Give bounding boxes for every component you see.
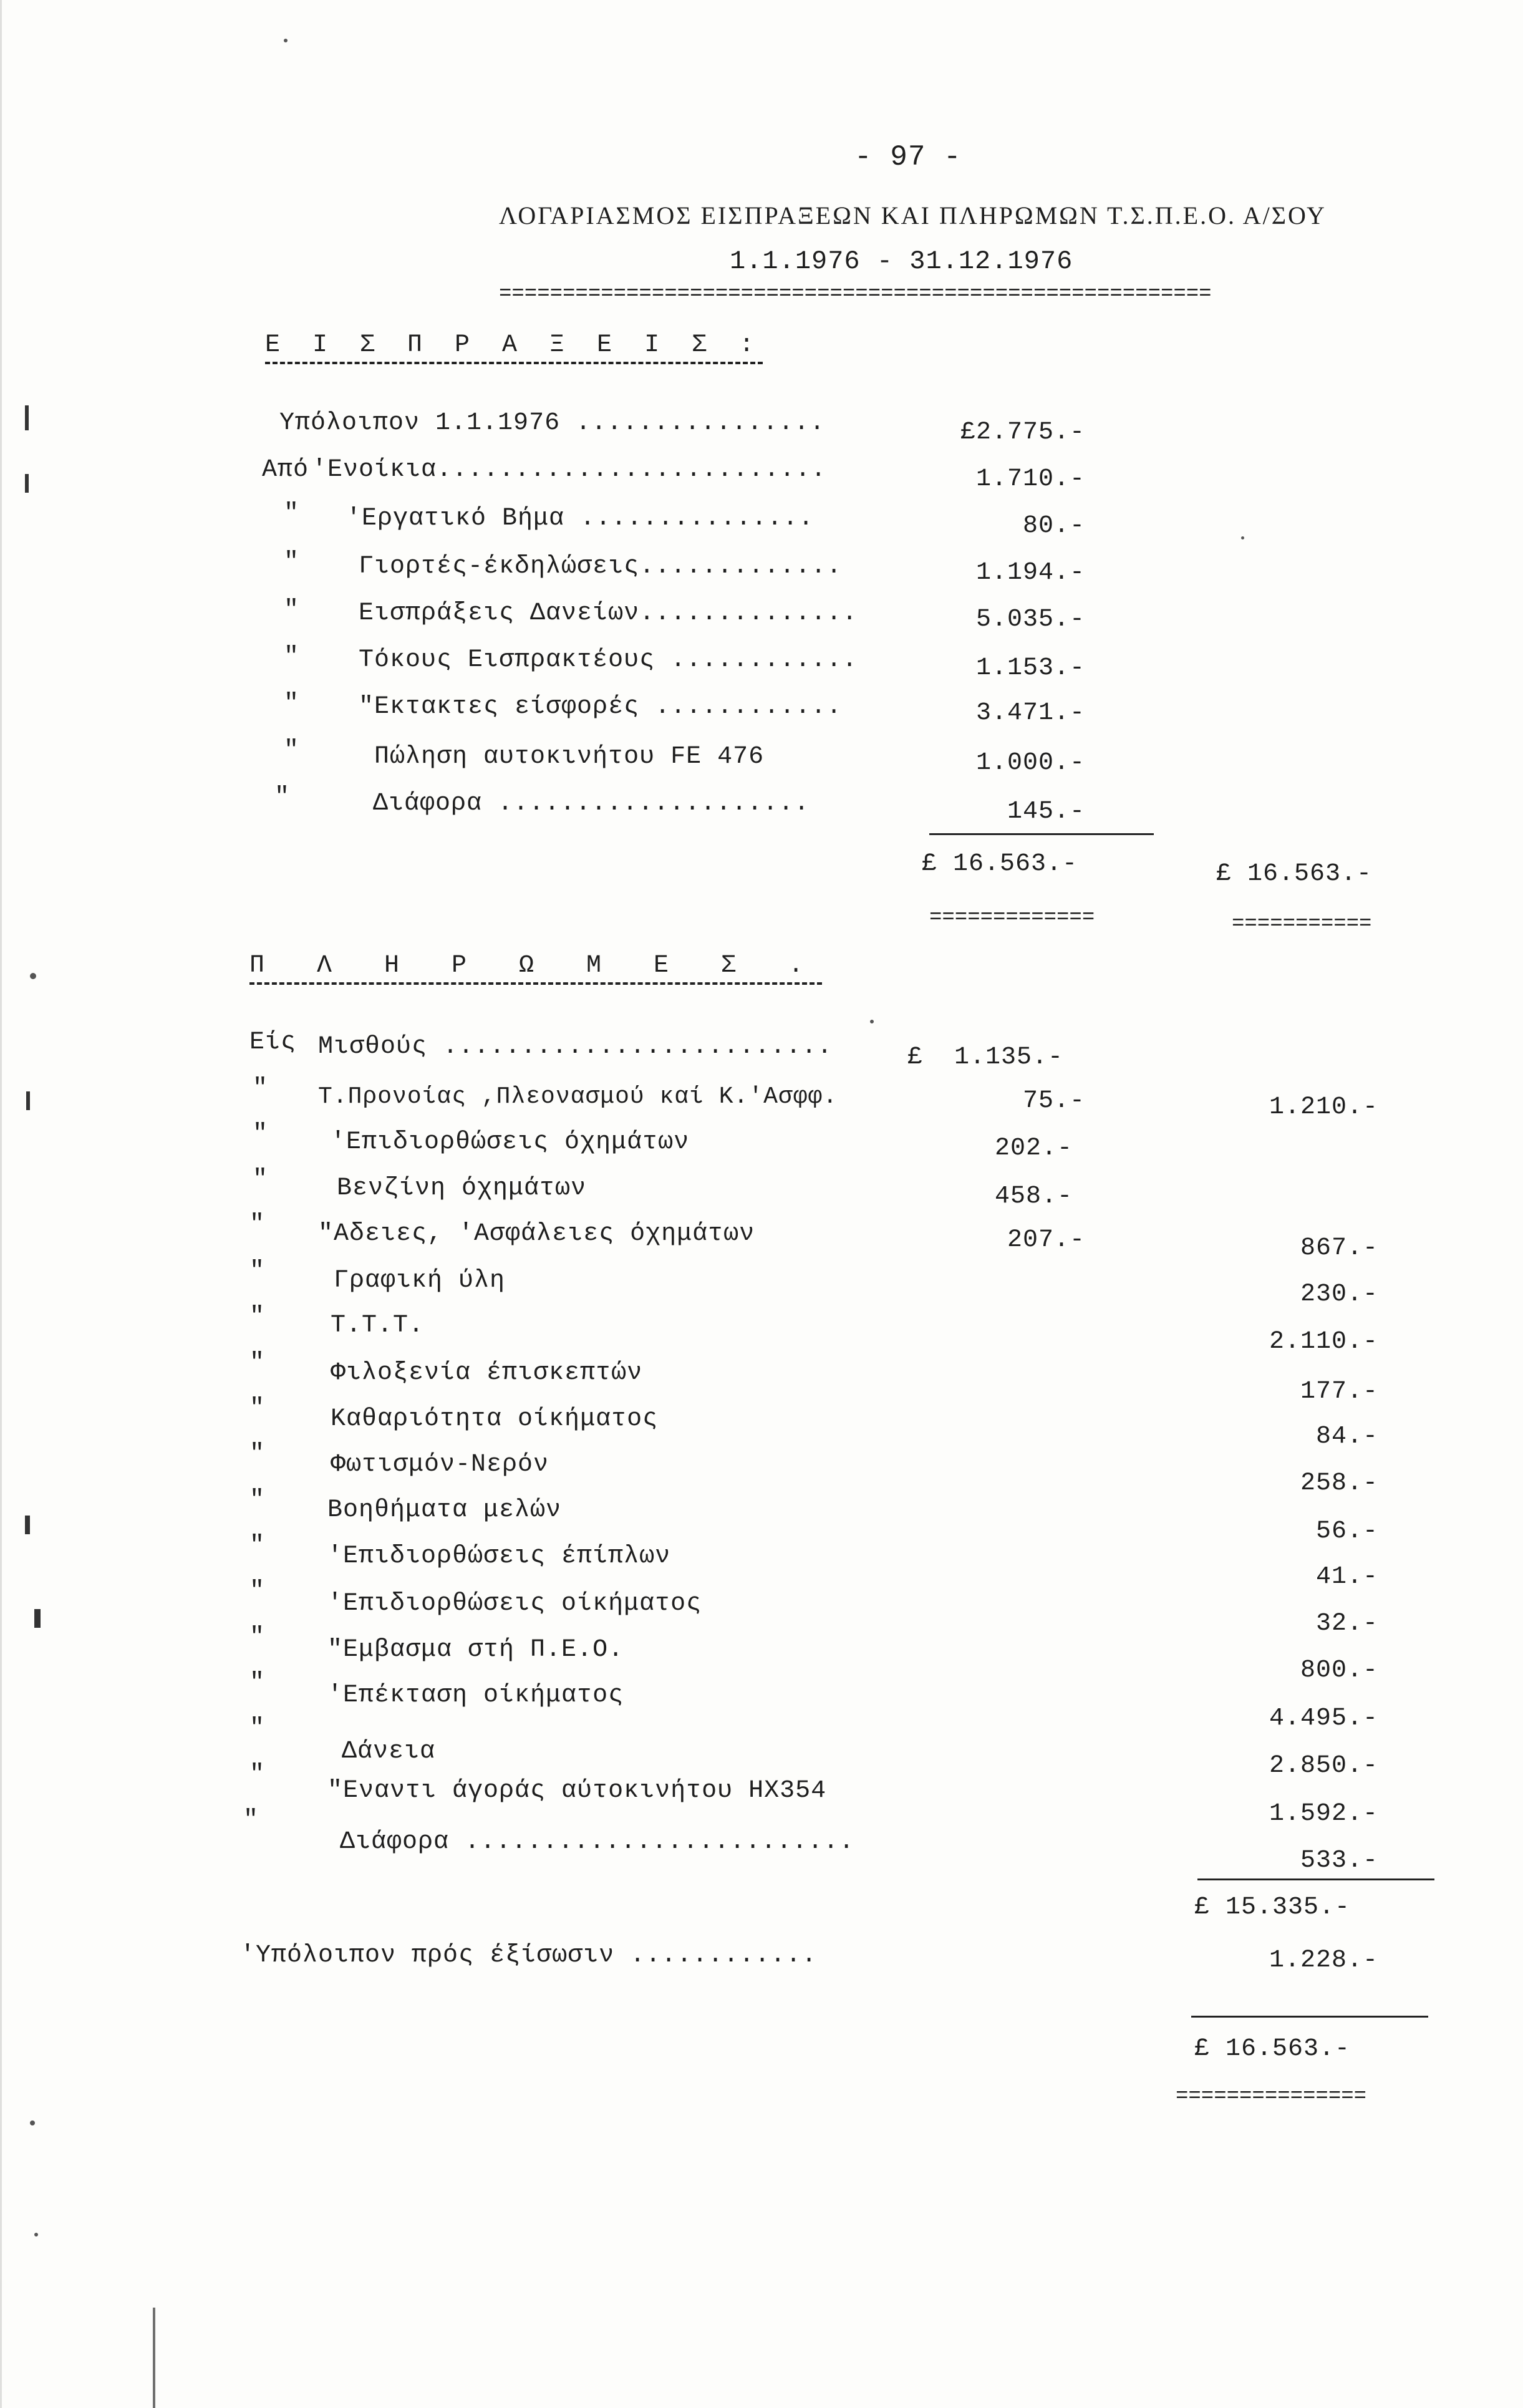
grand-total-line [1191, 2016, 1428, 2018]
receipt-amount: 3.471.- [975, 699, 1085, 727]
receipt-prefix: " [284, 737, 300, 765]
payment-prefix: " [249, 1486, 266, 1514]
payment-label: "Εναντι άγοράς αύτοκινήτου ΗΧ354 [327, 1777, 827, 1805]
payments-heading: Π Λ Η Ρ Ω Μ Ε Σ . [249, 951, 822, 985]
payment-label: Καθαριότητα οίκήματος [331, 1405, 659, 1433]
payment-label: Γραφική ύλη [334, 1267, 506, 1295]
payment-label: Διάφορα ......................... [340, 1828, 855, 1856]
payment-label: Βενζίνη όχημάτων [337, 1174, 587, 1202]
payment-label: Φιλοξενία έπισκεπτών [331, 1359, 643, 1387]
payment-label: 'Επιδιορθώσεις όχημάτων [331, 1128, 690, 1156]
left-margin-tick [26, 1091, 30, 1110]
receipt-prefix: " [284, 643, 300, 671]
scan-speck [30, 973, 36, 979]
left-margin-line [0, 0, 2, 2408]
payment-prefix: " [249, 1714, 266, 1743]
grand-total: £ 16.563.- [1194, 2035, 1351, 2063]
payments-sum-line [1197, 1879, 1434, 1880]
payment-amount: 202.- [995, 1134, 1073, 1163]
payment-label: 'Επιδιορθώσεις έπίπλων [327, 1542, 671, 1570]
receipt-label: Εισπράξεις Δανείων.............. [359, 599, 858, 627]
payment-prefix: " [249, 1761, 266, 1789]
balance-label: 'Υπόλοιπον πρός έξίσωσιν ............ [240, 1941, 818, 1970]
payment-total: 32.- [1315, 1610, 1378, 1638]
payment-prefix: " [249, 1211, 266, 1239]
scan-speck [30, 2120, 35, 2125]
receipt-amount: 5.035.- [975, 606, 1085, 634]
receipt-amount: 80.- [1022, 512, 1085, 540]
receipts-double-rule: ============= [929, 907, 1095, 929]
receipt-label: 'Ενοίκια......................... [312, 456, 827, 484]
receipt-amount: £2.775.- [960, 418, 1085, 447]
balance-amount: 1.228.- [1269, 1946, 1378, 1975]
receipt-prefix: " [284, 500, 300, 528]
payment-prefix: " [249, 1440, 266, 1468]
payment-prefix: " [249, 1669, 266, 1697]
receipts-subtotal: £ 16.563.- [922, 850, 1078, 878]
receipt-prefix: " [284, 690, 300, 718]
payment-label: Τ.Προνοίας ,Πλεονασμού καί Κ.'Ασφφ. [318, 1083, 838, 1110]
receipt-label: "Εκτακτες είσφορές ............ [359, 693, 843, 721]
payment-label: Φωτισμόν-Νερόν [331, 1451, 549, 1479]
payment-total: 1.592.- [1269, 1800, 1378, 1828]
payment-label: "Εμβασμα στή Π.Ε.Ο. [327, 1636, 624, 1664]
payment-prefix: " [249, 1395, 266, 1423]
left-margin-tick [34, 1609, 41, 1628]
payment-prefix: " [249, 1532, 266, 1560]
payment-prefix: " [253, 1166, 269, 1194]
bottom-left-line [153, 2308, 155, 2408]
payment-prefix: " [249, 1303, 266, 1331]
receipts-sum-line [929, 833, 1154, 835]
payment-total: 258.- [1300, 1469, 1378, 1497]
payment-prefix: " [253, 1075, 269, 1103]
payment-amount: £ 1.135.- [907, 1043, 1064, 1071]
payment-total: 533.- [1300, 1847, 1378, 1875]
payment-prefix: " [249, 1623, 266, 1651]
scan-speck [34, 2233, 38, 2236]
document-title: ΛΟΓΑΡΙΑΣΜΟΣ ΕΙΣΠΡΑΞΕΩΝ ΚΑΙ ΠΛΗΡΩΜΩΝ Τ.Σ.Π.Ε.Ο. Α/ΣΟΥ [499, 201, 1327, 230]
payment-prefix: Είς [249, 1028, 297, 1057]
payment-prefix: " [243, 1806, 259, 1834]
payment-total: 867.- [1300, 1234, 1378, 1262]
receipt-label: 'Εργατικό Βήμα ............... [346, 505, 815, 533]
document-period: 1.1.1976 - 31.12.1976 [730, 246, 1073, 276]
receipt-prefix: " [274, 783, 291, 811]
payment-amount: 458.- [995, 1182, 1073, 1211]
payment-total: 84.- [1315, 1423, 1378, 1451]
receipt-label: Διάφορα .................... [373, 790, 810, 818]
payment-total: 41.- [1315, 1563, 1378, 1591]
payment-total: 2.110.- [1269, 1328, 1378, 1356]
scan-speck [1241, 536, 1244, 539]
payment-total: 800.- [1300, 1656, 1378, 1685]
receipt-amount: 1.000.- [975, 749, 1085, 777]
grand-total-double-rule: =============== [1176, 2086, 1367, 2107]
payment-total: 56.- [1315, 1517, 1378, 1545]
payment-prefix: " [249, 1257, 266, 1285]
receipt-amount: 1.153.- [975, 654, 1085, 682]
payment-prefix: " [249, 1349, 266, 1377]
payment-prefix: " [253, 1120, 269, 1148]
receipts-total-double-rule: =========== [1232, 914, 1372, 935]
payment-amount: 207.- [1007, 1226, 1085, 1254]
payment-label: 'Επέκταση οίκήματος [327, 1681, 624, 1709]
receipt-prefix: Από [262, 456, 309, 484]
header-double-rule: ======================================================== [499, 284, 1212, 305]
scan-speck [870, 1020, 874, 1023]
payment-total: 1.210.- [1269, 1093, 1378, 1121]
payment-total: 2.850.- [1269, 1752, 1378, 1780]
payment-label: Δάνεια [342, 1738, 436, 1766]
payment-total: 177.- [1300, 1378, 1378, 1406]
receipt-amount: 145.- [1007, 798, 1085, 826]
left-margin-tick [25, 1516, 30, 1534]
page-number: - 97 - [854, 141, 962, 173]
receipt-prefix: " [284, 548, 300, 576]
payment-label: Βοηθήματα μελών [327, 1496, 562, 1524]
receipt-label: Υπόλοιπον 1.1.1976 ................ [279, 409, 826, 437]
left-margin-tick [25, 405, 29, 430]
scan-speck [284, 39, 288, 42]
receipt-label: Γιορτές-έκδηλώσεις............. [359, 553, 843, 581]
payment-total: 230.- [1300, 1280, 1378, 1308]
payments-subtotal: £ 15.335.- [1194, 1893, 1351, 1922]
receipts-total: £ 16.563.- [1216, 860, 1373, 888]
payment-prefix: " [249, 1577, 266, 1605]
payment-label: 'Επιδιορθώσεις οίκήματος [327, 1590, 702, 1618]
receipts-heading: Ε Ι Σ Π Ρ Α Ξ Ε Ι Σ : [265, 331, 763, 364]
payment-amount: 75.- [1022, 1087, 1085, 1115]
left-margin-tick [25, 474, 29, 493]
payment-total: 4.495.- [1269, 1704, 1378, 1733]
receipt-amount: 1.710.- [975, 465, 1085, 493]
payment-label: "Αδειες, 'Ασφάλειες όχημάτων [318, 1220, 755, 1248]
payment-label: Τ.Τ.Τ. [331, 1312, 425, 1340]
receipt-amount: 1.194.- [975, 559, 1085, 587]
receipt-label: Τόκους Εισπρακτέους ............ [359, 646, 858, 674]
receipt-prefix: " [284, 596, 300, 624]
receipt-label: Πώληση αυτοκινήτου FE 476 [374, 743, 765, 771]
payment-label: Μισθούς ......................... [318, 1033, 833, 1061]
